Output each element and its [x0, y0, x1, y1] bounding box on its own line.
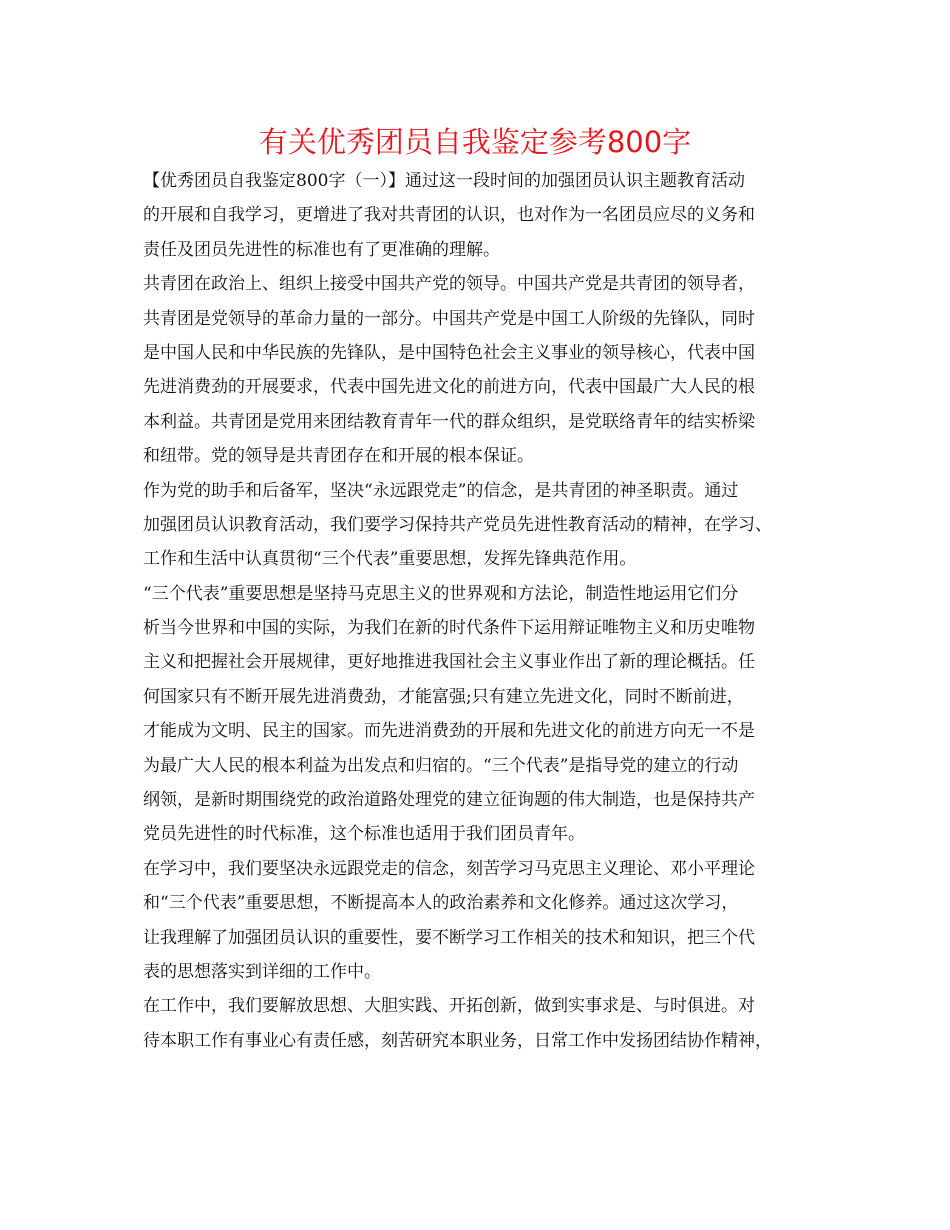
text-line: 责任及团员先进性的标准也有了更准确的理解。 — [143, 239, 500, 260]
text-line: 待本职工作有事业心有责任感，刻苦研究本职业务，日常工作中发扬团结协作精神， — [143, 1030, 772, 1051]
text-line: 是中国人民和中华民族的先锋队，是中国特色社会主义事业的领导核心，代表中国 — [143, 342, 755, 363]
document-body — [143, 164, 823, 1058]
text-line: 的开展和自我学习，更增进了我对共青团的认识，也对作为一名团员应尽的义务和 — [143, 205, 755, 226]
text-line: 作为党的助手和后备军，坚决“永远跟党走”的信念，是共青团的神圣职责。通过 — [143, 480, 739, 501]
text-line: 共青团是党领导的革命力量的一部分。中国共产党是中国工人阶级的先锋队，同时 — [143, 308, 755, 329]
text-line: 和“三个代表”重要思想，不断提高本人的政治素养和文化修养。通过这次学习， — [143, 893, 739, 914]
text-line: 在工作中，我们要解放思想、大胆实践、开拓创新，做到实事求是、与时俱进。对 — [143, 996, 755, 1017]
document-title: 有关优秀团员自我鉴定参考800字 — [258, 125, 692, 159]
text-line: 才能成为文明、民主的国家。而先进消费劲的开展和先进文化的前进方向无一不是 — [143, 721, 755, 742]
text-line: 让我理解了加强团员认识的重要性，要不断学习工作相关的技术和知识，把三个代 — [143, 927, 755, 948]
text-line: 为最广大人民的根本利益为出发点和归宿的。“三个代表”是指导党的建立的行动 — [143, 755, 739, 776]
text-line: 共青团在政治上、组织上接受中国共产党的领导。中国共产党是共青团的领导者， — [143, 274, 755, 295]
text-line: 析当今世界和中国的实际，为我们在新的时代条件下运用辩证唯物主义和历史唯物 — [143, 618, 755, 639]
text-line: 党员先进性的时代标准，这个标准也适用于我们团员青年。 — [143, 824, 585, 845]
text-line: 工作和生活中认真贯彻“三个代表”重要思想，发挥先锋典范作用。 — [143, 549, 637, 570]
text-line: 【优秀团员自我鉴定800字（一）】通过这一段时间的加强团员认识主题教育活动 — [143, 171, 745, 191]
text-line: “三个代表”重要思想是坚持马克思主义的世界观和方法论，制造性地运用它们分 — [143, 583, 739, 604]
text-line: 本利益。共青团是党用来团结教育青年一代的群众组织，是党联络青年的结实桥梁 — [143, 411, 755, 432]
text-line: 何国家只有不断开展先进消费劲，才能富强;只有建立先进文化，同时不断前进， — [143, 686, 744, 707]
text-line: 在学习中，我们要坚决永远跟党走的信念，刻苦学习马克思主义理论、邓小平理论 — [143, 858, 755, 879]
text-line: 先进消费劲的开展要求，代表中国先进文化的前进方向，代表中国最广大人民的根 — [143, 377, 755, 398]
text-line: 表的思想落实到详细的工作中。 — [143, 961, 381, 982]
text-line: 加强团员认识教育活动，我们要学习保持共产党员先进性教育活动的精神，在学习、 — [143, 514, 772, 535]
text-line: 主义和把握社会开展规律，更好地推进我国社会主义事业作出了新的理论概括。任 — [143, 652, 755, 673]
text-line: 和纽带。党的领导是共青团存在和开展的根本保证。 — [143, 446, 534, 467]
text-line: 纲领，是新时期围绕党的政治道路处理党的建立征询题的伟大制造，也是保持共产 — [143, 790, 755, 811]
